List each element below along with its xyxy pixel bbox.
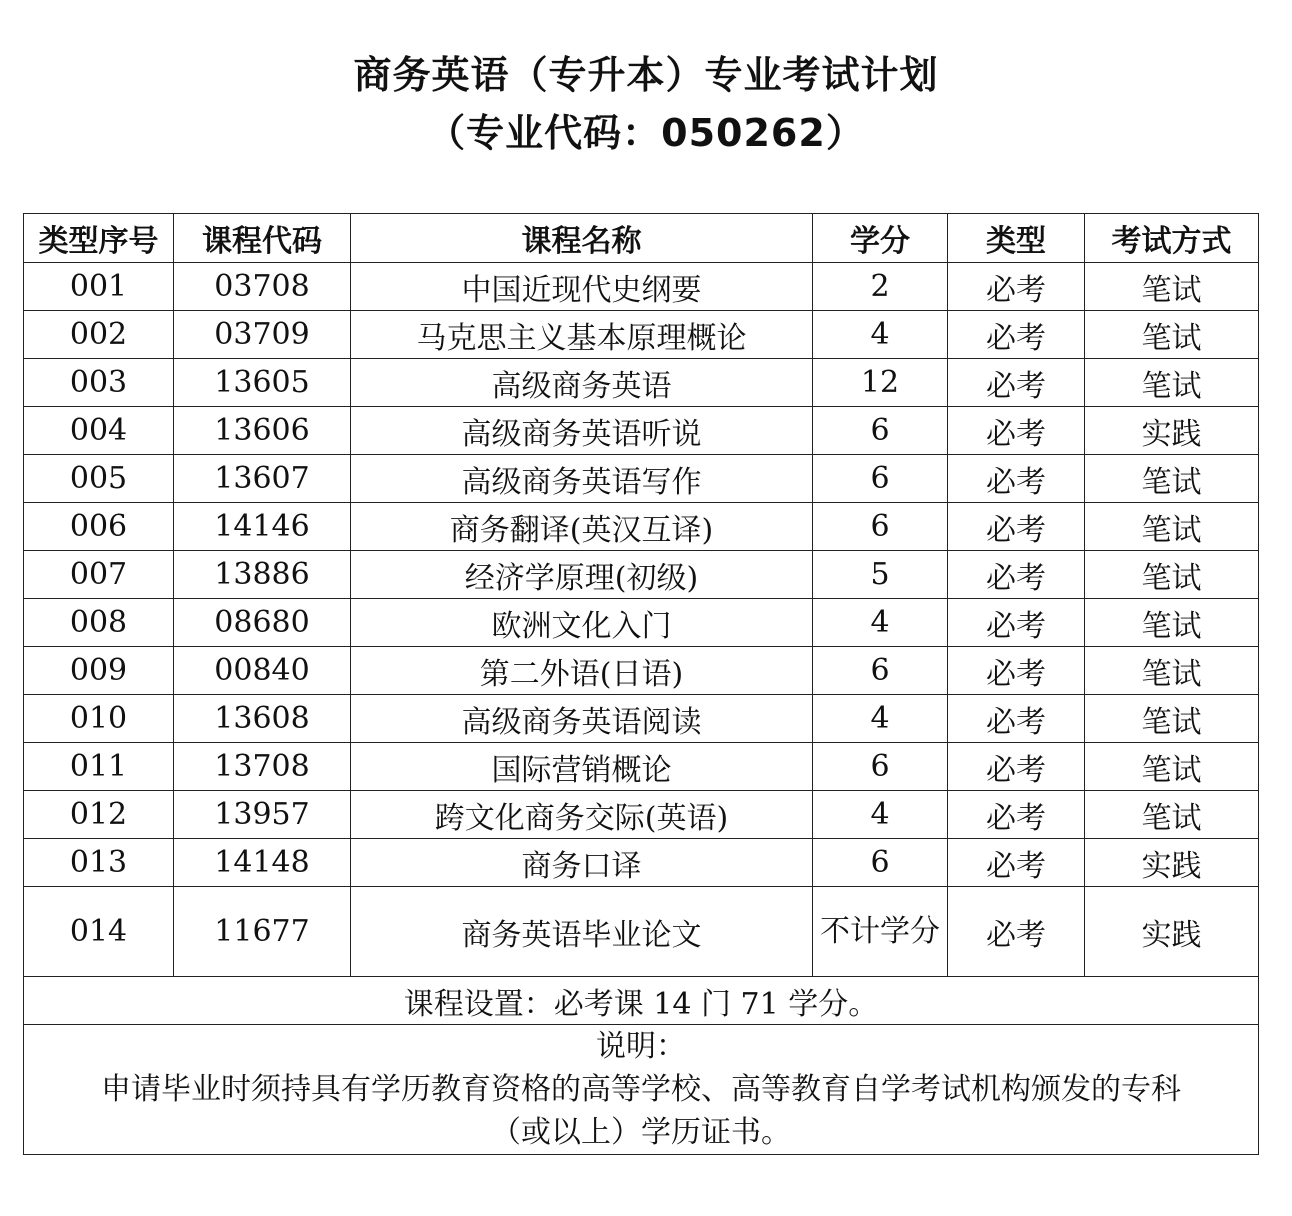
cell-type: 必考 bbox=[948, 887, 1085, 977]
table-row bbox=[24, 647, 1259, 695]
cell-seq: 006 bbox=[24, 503, 174, 551]
cell-credit: 6 bbox=[813, 455, 948, 503]
cell-type: 必考 bbox=[948, 359, 1085, 407]
cell-credit: 6 bbox=[813, 743, 948, 791]
cell-code: 03709 bbox=[174, 311, 351, 359]
page-title: 商务英语（专升本）专业考试计划 bbox=[353, 53, 939, 97]
explanation-heading: 说明： bbox=[596, 1029, 686, 1064]
cell-type: 必考 bbox=[948, 551, 1085, 599]
cell-credit: 12 bbox=[813, 359, 948, 407]
cell-code: 13606 bbox=[174, 407, 351, 455]
cell-code: 13605 bbox=[174, 359, 351, 407]
cell-code: 13886 bbox=[174, 551, 351, 599]
cell-exam: 笔试 bbox=[1085, 791, 1259, 839]
cell-type: 必考 bbox=[948, 791, 1085, 839]
cell-name: 高级商务英语 bbox=[351, 359, 813, 407]
page-subtitle: （专业代码：050262） bbox=[427, 111, 865, 155]
cell-name: 欧洲文化入门 bbox=[351, 599, 813, 647]
cell-seq: 007 bbox=[24, 551, 174, 599]
cell-credit: 4 bbox=[813, 599, 948, 647]
cell-code: 13608 bbox=[174, 695, 351, 743]
table-row bbox=[24, 743, 1259, 791]
cell-exam: 笔试 bbox=[1085, 263, 1259, 311]
cell-name: 商务翻译(英汉互译) bbox=[351, 503, 813, 551]
cell-name: 高级商务英语阅读 bbox=[351, 695, 813, 743]
table-row bbox=[24, 839, 1259, 887]
cell-code: 11677 bbox=[174, 887, 351, 977]
cell-name: 经济学原理(初级) bbox=[351, 551, 813, 599]
cell-type: 必考 bbox=[948, 263, 1085, 311]
cell-type: 必考 bbox=[948, 743, 1085, 791]
cell-credit: 4 bbox=[813, 791, 948, 839]
cell-seq: 002 bbox=[24, 311, 174, 359]
cell-name: 商务口译 bbox=[351, 839, 813, 887]
cell-exam: 笔试 bbox=[1085, 503, 1259, 551]
cell-credit: 4 bbox=[813, 311, 948, 359]
cell-credit: 5 bbox=[813, 551, 948, 599]
table-row bbox=[24, 311, 1259, 359]
cell-seq: 004 bbox=[24, 407, 174, 455]
explanation-block bbox=[24, 1025, 1259, 1155]
cell-seq: 005 bbox=[24, 455, 174, 503]
cell-name: 高级商务英语听说 bbox=[351, 407, 813, 455]
cell-seq: 011 bbox=[24, 743, 174, 791]
cell-seq: 001 bbox=[24, 263, 174, 311]
table-row bbox=[24, 887, 1259, 977]
cell-type: 必考 bbox=[948, 839, 1085, 887]
cell-type: 必考 bbox=[948, 455, 1085, 503]
cell-code: 08680 bbox=[174, 599, 351, 647]
cell-exam: 实践 bbox=[1085, 407, 1259, 455]
cell-credit: 2 bbox=[813, 263, 948, 311]
cell-code: 14146 bbox=[174, 503, 351, 551]
table-row bbox=[24, 695, 1259, 743]
header-seq: 类型序号 bbox=[24, 214, 174, 263]
cell-type: 必考 bbox=[948, 311, 1085, 359]
cell-seq: 010 bbox=[24, 695, 174, 743]
course-summary: 课程设置：必考课 14 门 71 学分。 bbox=[24, 977, 1259, 1025]
header-type: 类型 bbox=[948, 214, 1085, 263]
cell-seq: 014 bbox=[24, 887, 174, 977]
cell-seq: 003 bbox=[24, 359, 174, 407]
cell-name: 跨文化商务交际(英语) bbox=[351, 791, 813, 839]
cell-code: 13957 bbox=[174, 791, 351, 839]
summary-row bbox=[24, 977, 1259, 1025]
table-row bbox=[24, 263, 1259, 311]
cell-code: 00840 bbox=[174, 647, 351, 695]
cell-type: 必考 bbox=[948, 647, 1085, 695]
cell-name: 马克思主义基本原理概论 bbox=[351, 311, 813, 359]
cell-code: 13708 bbox=[174, 743, 351, 791]
cell-credit: 4 bbox=[813, 695, 948, 743]
table-header-row bbox=[24, 214, 1259, 263]
cell-seq: 013 bbox=[24, 839, 174, 887]
cell-name: 第二外语(日语) bbox=[351, 647, 813, 695]
table-row bbox=[24, 791, 1259, 839]
cell-exam: 实践 bbox=[1085, 839, 1259, 887]
cell-exam: 笔试 bbox=[1085, 551, 1259, 599]
header-exam: 考试方式 bbox=[1085, 214, 1259, 263]
cell-credit: 6 bbox=[813, 839, 948, 887]
cell-exam: 实践 bbox=[1085, 887, 1259, 977]
cell-seq: 009 bbox=[24, 647, 174, 695]
table-row bbox=[24, 599, 1259, 647]
cell-credit: 6 bbox=[813, 647, 948, 695]
table-row bbox=[24, 359, 1259, 407]
explanation-row bbox=[24, 1025, 1259, 1155]
table-row bbox=[24, 407, 1259, 455]
cell-exam: 笔试 bbox=[1085, 311, 1259, 359]
cell-name: 国际营销概论 bbox=[351, 743, 813, 791]
explanation-line: （或以上）学历证书。 bbox=[491, 1115, 791, 1150]
header-credit: 学分 bbox=[813, 214, 948, 263]
cell-type: 必考 bbox=[948, 599, 1085, 647]
cell-code: 14148 bbox=[174, 839, 351, 887]
cell-type: 必考 bbox=[948, 407, 1085, 455]
cell-exam: 笔试 bbox=[1085, 695, 1259, 743]
cell-name: 中国近现代史纲要 bbox=[351, 263, 813, 311]
table-row bbox=[24, 551, 1259, 599]
cell-seq: 008 bbox=[24, 599, 174, 647]
header-name: 课程名称 bbox=[351, 214, 813, 263]
cell-exam: 笔试 bbox=[1085, 455, 1259, 503]
exam-plan-table bbox=[23, 213, 1259, 1155]
cell-seq: 012 bbox=[24, 791, 174, 839]
cell-exam: 笔试 bbox=[1085, 743, 1259, 791]
cell-type: 必考 bbox=[948, 695, 1085, 743]
cell-name: 商务英语毕业论文 bbox=[351, 887, 813, 977]
table-row bbox=[24, 455, 1259, 503]
cell-code: 13607 bbox=[174, 455, 351, 503]
cell-exam: 笔试 bbox=[1085, 359, 1259, 407]
cell-credit: 6 bbox=[813, 503, 948, 551]
cell-exam: 笔试 bbox=[1085, 647, 1259, 695]
cell-code: 03708 bbox=[174, 263, 351, 311]
cell-credit: 不计学分 bbox=[813, 887, 948, 977]
cell-name: 高级商务英语写作 bbox=[351, 455, 813, 503]
header-code: 课程代码 bbox=[174, 214, 351, 263]
explanation-line: 申请毕业时须持具有学历教育资格的高等学校、高等教育自学考试机构颁发的专科 bbox=[101, 1072, 1181, 1107]
table-row bbox=[24, 503, 1259, 551]
cell-credit: 6 bbox=[813, 407, 948, 455]
cell-exam: 笔试 bbox=[1085, 599, 1259, 647]
cell-type: 必考 bbox=[948, 503, 1085, 551]
